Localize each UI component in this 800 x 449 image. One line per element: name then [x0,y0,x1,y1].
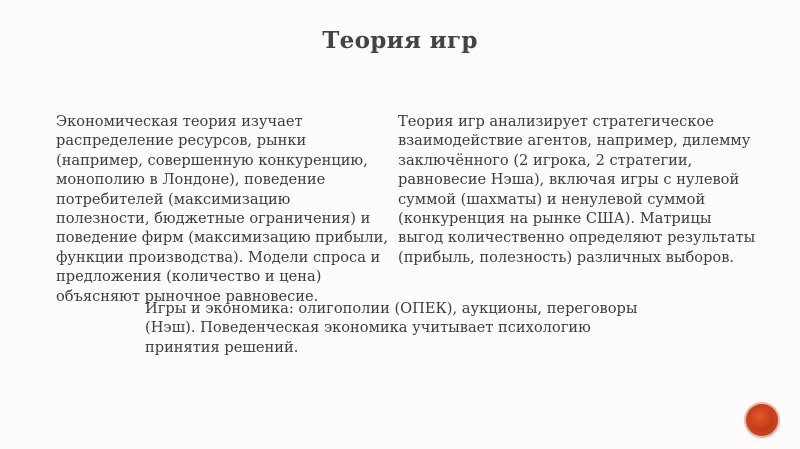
slide-title: Теория игр [322,27,478,54]
right-text-block: Теория игр анализирует стратегическое взаимодействие агентов, например, дилемму заключённого (2 игрока, 2 стратегии, равновесие Нэша), включая игры с нулевой суммой (шахматы) и ненулевой суммой (конкуренция на рынке США). Матрицы выгод количественно определяют результаты (прибыль, полезность) различных выборов. [398,113,756,266]
circle-button-inner [750,408,774,432]
bottom-text-block: Игры и экономика: олигополии (ОПЕК), аукционы, переговоры (Нэш). Поведенческая экономика учитывает психологию принятия решений. [145,300,638,356]
circle-button-icon[interactable] [746,404,778,436]
left-text-block: Экономическая теория изучает распределение ресурсов, рынки (например, совершенную конкуренцию, монополию в Лондоне), поведение потребителей (максимизацию полезности, бюджетные ограничения) и поведение фирм (максимизацию прибыли, функции производства). Модели спроса и предложения (количество и цена) объясняют рыночное равновесие. [56,113,388,305]
